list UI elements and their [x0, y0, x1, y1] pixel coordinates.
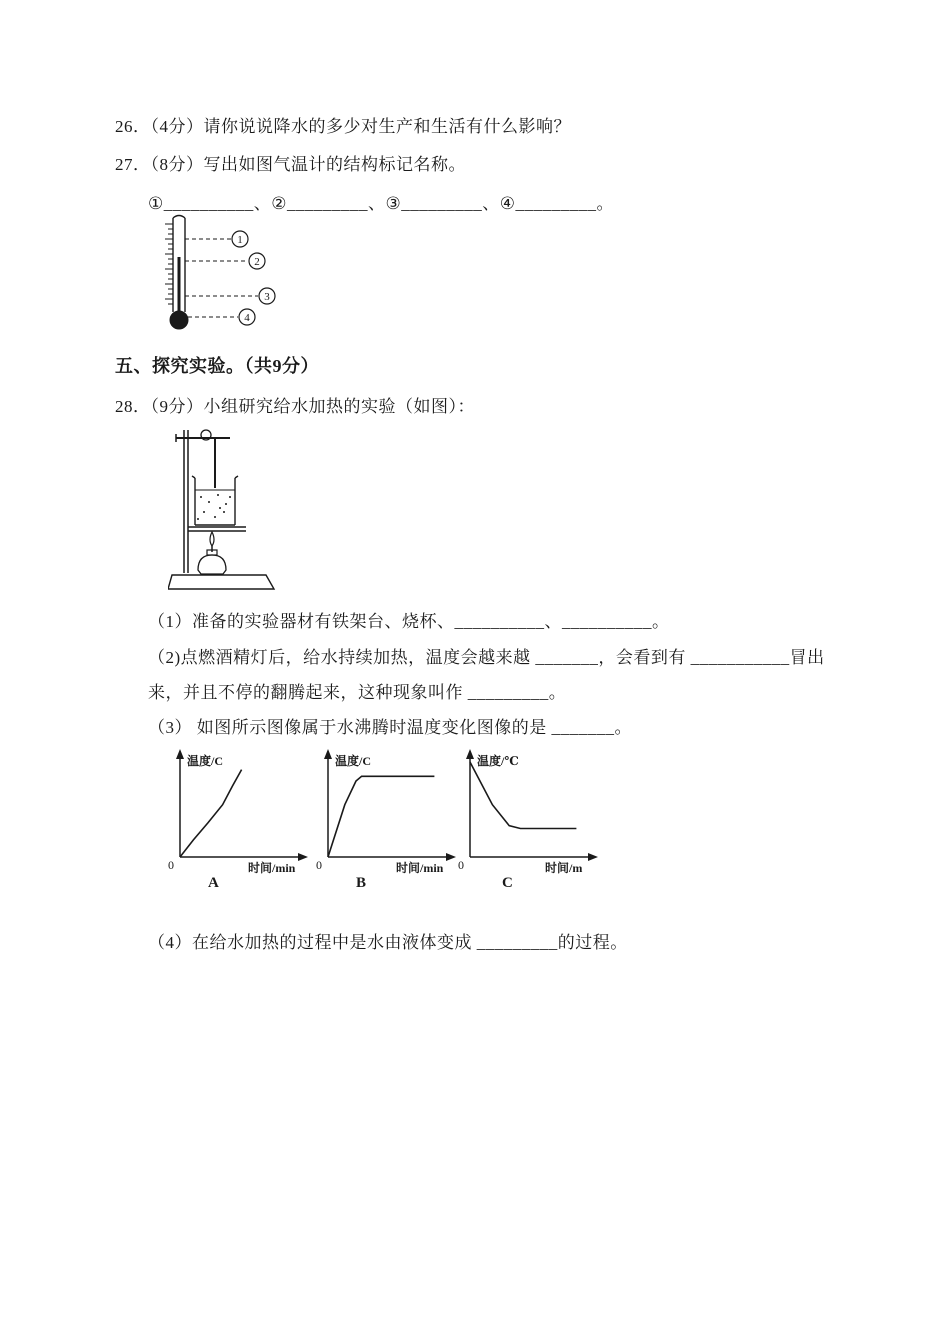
section-5-header: 五、探究实验。（共9分） — [115, 356, 319, 376]
callout-1-digit: 1 — [237, 234, 243, 246]
flame — [210, 532, 214, 546]
experiment-apparatus-figure — [168, 422, 308, 597]
callout-4 — [239, 309, 255, 325]
graph-a — [160, 745, 310, 890]
question-28: 28．（9分）小组研究给水加热的实验（如图）： — [115, 397, 475, 416]
y-axis-arrow — [176, 749, 184, 759]
alcohol-lamp — [198, 532, 226, 574]
y-axis-label: 温度/℃ — [477, 754, 519, 768]
x-axis-label: 时间/m — [545, 861, 583, 875]
question-28-3: （3） 如图所示图像属于水沸腾时温度变化图像的是 _______。 — [148, 718, 632, 737]
temperature-curve — [470, 762, 576, 829]
callout-3 — [259, 288, 275, 304]
question-28-2-line1: （2)点燃酒精灯后，给水持续加热，温度会越来越 _______，会看到有 ___________冒出 — [148, 648, 825, 667]
thermometer-figure — [160, 212, 300, 340]
graph-c-letter: C — [502, 875, 513, 890]
x-axis-arrow — [298, 853, 308, 861]
origin-label: 0 — [168, 858, 174, 872]
x-axis-arrow — [588, 853, 598, 861]
graph-b — [308, 745, 458, 890]
question-28-2-line2: 来，并且不停的翻腾起来，这种现象叫作 _________。 — [148, 683, 567, 702]
origin-label: 0 — [316, 858, 322, 872]
thermometer-scale-ticks — [165, 224, 173, 304]
graph-b-letter: B — [356, 875, 367, 890]
callout-1 — [232, 231, 248, 247]
y-axis-label: 温度/C — [335, 754, 372, 768]
graph-c — [450, 745, 600, 890]
x-axis-label: 时间/min — [248, 861, 296, 875]
water-dots — [197, 494, 231, 520]
graph-a-letter: A — [208, 875, 219, 890]
lamp-body — [198, 555, 226, 574]
question-26: 26．（4分）请你说说降水的多少对生产和生活有什么影响？ — [115, 117, 571, 136]
stand-base — [168, 575, 274, 589]
callout-4-digit: 4 — [244, 312, 250, 324]
x-axis-label: 时间/min — [396, 861, 444, 875]
y-axis-label: 温度/C — [187, 754, 224, 768]
callout-2-digit: 2 — [254, 256, 260, 268]
temperature-curve — [180, 770, 242, 857]
y-axis-arrow — [324, 749, 332, 759]
callout-3-digit: 3 — [264, 291, 270, 303]
question-27: 27．（8分）写出如图气温计的结构标记名称。 — [115, 155, 466, 174]
callout-leaders — [185, 239, 258, 317]
question-28-4: （4）在给水加热的过程中是水由液体变成 _________的过程。 — [148, 933, 628, 952]
thermometer-bulb — [170, 311, 188, 329]
callout-2 — [249, 253, 265, 269]
origin-label: 0 — [458, 858, 464, 872]
question-28-1: （1）准备的实验器材有铁架台、烧杯、__________、__________。 — [148, 612, 670, 631]
support-plate — [188, 527, 246, 531]
question-27-blanks: ①__________、②_________、③_________、④_________。 — [148, 194, 614, 213]
temperature-curve — [328, 776, 434, 857]
y-axis-arrow — [466, 749, 474, 759]
